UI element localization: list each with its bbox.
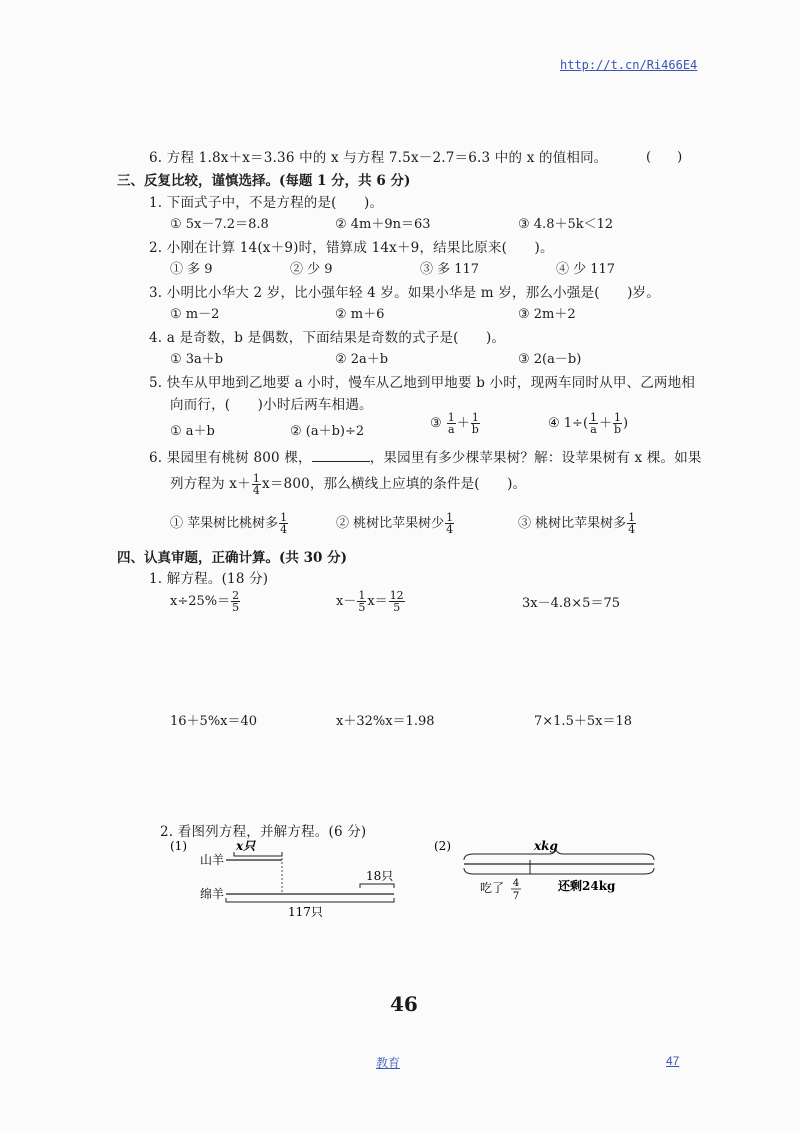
- choice-q1-stem: 1. 下面式子中，不是方程的是( )。: [149, 195, 384, 211]
- equation-5: x＋32%x＝1.98: [336, 714, 435, 729]
- q4-option-3: ③ 2(a－b): [518, 352, 582, 367]
- q4-option-2: ② 2a＋b: [335, 352, 389, 367]
- choice-q4-stem: 4. a 是奇数，b 是偶数，下面结果是奇数的式子是( )。: [149, 330, 506, 346]
- figure-1-bottom-brace: [226, 898, 394, 902]
- figure-1-bottom-label: 117只: [288, 905, 323, 919]
- section-3-title: 三、反复比较，谨慎选择。(每题 1 分，共 6 分): [117, 173, 411, 189]
- figure-1-row2-label: 绵羊: [200, 887, 225, 901]
- q3-option-3: ③ 2m＋2: [518, 307, 576, 322]
- choice-q6-line2: 列方程为 x＋ $\frac{1}{4}$ x＝800，那么横线上应填的条件是( )。: [170, 472, 527, 497]
- q5-option-2: ② (a＋b)÷2: [290, 424, 365, 439]
- choice-q5-stem-line2: 向而行，( )小时后两车相遇。: [170, 397, 373, 413]
- equation-4: 16＋5%x＝40: [170, 714, 258, 729]
- q5-option-3: ③ $\frac{1}{a}$ ＋ $\frac{1}{b}$: [430, 411, 479, 436]
- figure-1-row1-label: 山羊: [200, 853, 225, 867]
- equation-1: x÷25%＝ $\frac{2}{5}$: [170, 589, 240, 614]
- diagram-equations-heading: 2. 看图列方程，并解方程。(6 分): [160, 824, 367, 840]
- section-4-title: 四、认真审题，正确计算。(共 30 分): [117, 550, 347, 566]
- choice-q6-line1: 6. 果园里有桃树 800 棵， ，果园里有多少棵苹果树？解：设苹果树有 x 棵。如果: [149, 450, 702, 466]
- figure-2-top-brace: [464, 850, 654, 860]
- choice-q2-stem: 2. 小刚在计算 14(x＋9)时，错算成 14x＋9，结果比原来( )。: [149, 240, 554, 256]
- choice-q5-stem-line1: 5. 快车从甲地到乙地要 a 小时，慢车从乙地到甲地要 b 小时，现两车同时从甲、乙两地相: [149, 375, 696, 391]
- solve-equations-heading: 1. 解方程。(18 分): [149, 571, 269, 587]
- q6-option-2: ② 桃树比苹果树少 $\frac{1}{4}$: [336, 511, 454, 536]
- q1-option-1: ① 5x－7.2＝8.8: [170, 217, 269, 232]
- figure-2-diagram: [434, 838, 674, 918]
- footer-link-education[interactable]: 教育: [376, 1056, 401, 1070]
- figure-1-top-label: x只: [236, 839, 256, 853]
- figure-1-diagram: [170, 838, 410, 922]
- q6-option-1: ① 苹果树比桃树多 $\frac{1}{4}$: [170, 511, 288, 536]
- q2-option-2: ② 少 9: [290, 262, 333, 277]
- svg-text:7: 7: [512, 891, 520, 902]
- figure-2-left-label: 吃了: [480, 881, 505, 895]
- q1-option-2: ② 4m＋9n＝63: [335, 217, 431, 232]
- svg-text:4: 4: [512, 878, 520, 889]
- figure-2-right-label: 还剩24kg: [558, 879, 616, 893]
- figure-2-right-brace: [530, 868, 654, 874]
- page-number: 46: [390, 992, 418, 1016]
- header-link[interactable]: http://t.cn/Ri466E4: [560, 58, 698, 72]
- figure-1-label: (1): [170, 839, 187, 853]
- tf-question-6: 6. 方程 1.8x＋x＝3.36 中的 x 与方程 7.5x－2.7＝6.3 中的 x 的值相同。: [149, 150, 608, 166]
- q2-option-1: ① 多 9: [170, 262, 213, 277]
- fill-blank: [312, 449, 370, 462]
- q6-option-3: ③ 桃树比苹果树多 $\frac{1}{4}$: [518, 511, 636, 536]
- choice-q3-stem: 3. 小明比小华大 2 岁，比小强年轻 4 岁。如果小华是 m 岁，那么小强是( )岁。: [149, 285, 660, 301]
- q4-option-1: ① 3a＋b: [170, 352, 224, 367]
- q5-option-1: ① a＋b: [170, 424, 215, 439]
- figure-2-left-brace: [464, 868, 530, 874]
- figure-1-right-label: 18只: [366, 869, 394, 883]
- equation-2: x－ $\frac{1}{5}$ x＝ $\frac{12}{5}$: [336, 589, 404, 614]
- figure-2-top-label: xkg: [534, 839, 558, 853]
- q3-option-1: ① m－2: [170, 307, 220, 322]
- q5-option-4: ④ 1÷( $\frac{1}{a}$ ＋ $\frac{1}{b}$ ): [548, 411, 629, 436]
- footer-link-page[interactable]: 47: [666, 1054, 680, 1068]
- equation-3: 3x－4.8×5＝75: [522, 596, 620, 611]
- figure-1-right-brace: [360, 884, 394, 888]
- q3-option-2: ② m＋6: [335, 307, 385, 322]
- figure-2-label: (2): [434, 839, 451, 853]
- q1-option-3: ③ 4.8＋5k＜12: [518, 217, 614, 232]
- q2-option-4: ④ 少 117: [556, 262, 616, 277]
- equation-6: 7×1.5＋5x＝18: [534, 714, 632, 729]
- tf-answer-paren: ( ): [646, 150, 683, 165]
- q2-option-3: ③ 多 117: [420, 262, 480, 277]
